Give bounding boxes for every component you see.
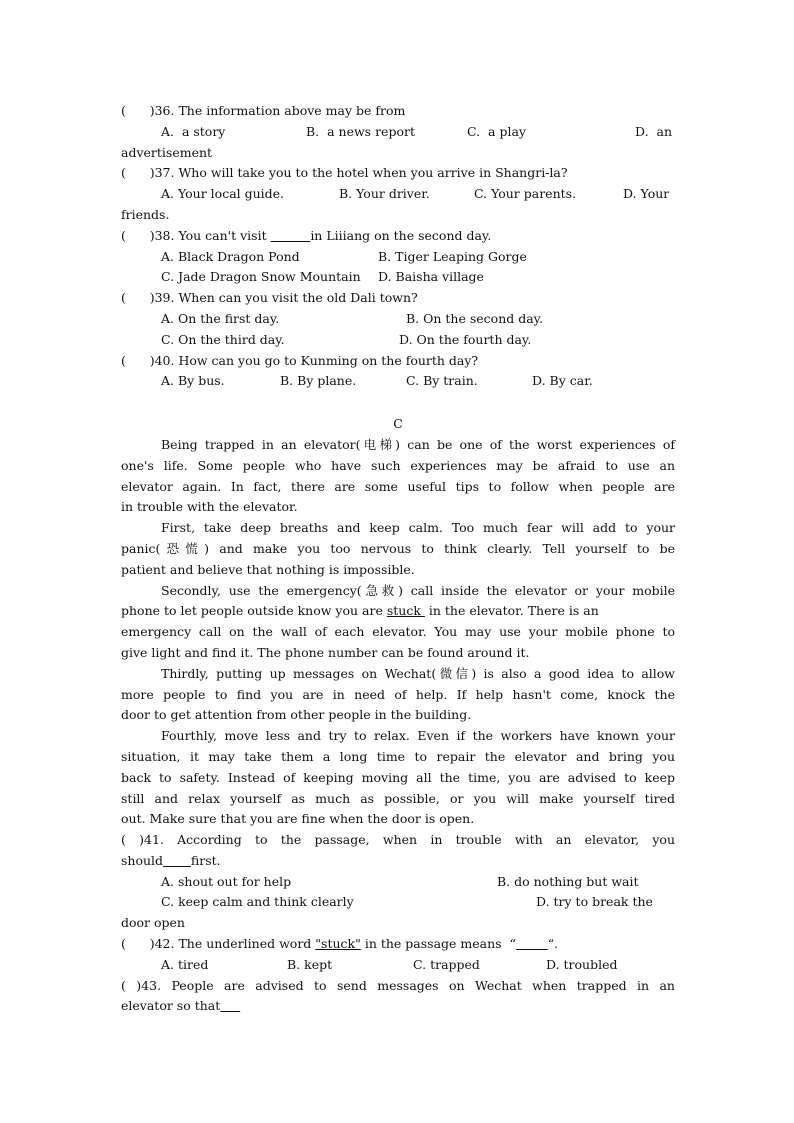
section-heading: C — [393, 416, 403, 432]
question-38-options-row1 — [121, 247, 675, 268]
question-37-options — [121, 184, 675, 205]
question-38-stem-end: in Liiiang on the second day. — [310, 227, 492, 243]
question-41-wrap — [121, 851, 675, 872]
question-37-stem: ( )37. Who will take you to the hotel when you arrive in Shangri-la? — [121, 165, 568, 181]
option-d[interactable]: D. an — [635, 123, 672, 139]
paragraph-3-text: in the elevator. There is an — [424, 603, 599, 619]
paragraph-1-line: one's life. Some people who have such experiences may be afraid to use an — [121, 457, 675, 473]
question-39-stem: ( )39. When can you visit the old Dali town? — [121, 290, 418, 306]
paragraph-4-line: Thirdly, putting up messages on Wechat(微信) is also a good idea to allow — [161, 665, 675, 681]
worksheet-page — [121, 101, 675, 1017]
answer-blank[interactable] — [271, 228, 311, 243]
question-41-text: should — [121, 852, 164, 868]
paragraph-3-line: emergency call on the wall of each elevator. You may use your mobile phone to — [121, 624, 675, 640]
option-b[interactable]: B. Tiger Leaping Gorge — [378, 248, 527, 264]
option-a[interactable]: A. tired — [161, 956, 209, 972]
question-42-options — [121, 955, 675, 976]
paragraph-5-line: situation, it may take them a long time to repair the elevator and bring you — [121, 748, 675, 764]
question-37 — [121, 163, 675, 184]
paragraph-3-line: Secondly, use the emergency(急救) call inside the elevator or your mobile — [161, 582, 675, 598]
question-41-text: first. — [190, 852, 221, 868]
answer-blank[interactable] — [516, 936, 548, 951]
option-d[interactable]: D. try to break the — [536, 894, 653, 910]
question-41: ( )41. According to the passage, when in trouble with an elevator, you — [121, 832, 675, 848]
question-40-options — [121, 371, 675, 392]
paragraph-4-line: door to get attention from other people in the building. — [121, 707, 472, 723]
paragraph-2-line: patient and believe that nothing is impossible. — [121, 561, 415, 577]
question-43-wrap — [121, 996, 675, 1017]
option-a[interactable]: A. Black Dragon Pond — [161, 248, 300, 264]
paragraph-1-line: in trouble with the elevator. — [121, 499, 298, 515]
paragraph-3-line: give light and find it. The phone number can be found around it. — [121, 644, 530, 660]
option-a[interactable]: A. shout out for help — [161, 873, 292, 889]
option-b[interactable]: B. Your driver. — [339, 186, 430, 202]
underlined-word: "stuck" — [315, 936, 361, 952]
question-40-stem: ( )40. How can you go to Kunming on the fourth day? — [121, 352, 479, 368]
question-36-wrap: advertisement — [121, 144, 213, 160]
paragraph-5-line: out. Make sure that you are fine when the door is open. — [121, 811, 475, 827]
paragraph-1-line: elevator again. In fact, there are some useful tips to follow when people are — [121, 478, 675, 494]
paragraph-1-line: Being trapped in an elevator(电梯) can be one of the worst experiences of — [161, 436, 675, 452]
option-c[interactable]: C. trapped — [413, 956, 480, 972]
question-43-text: elevator so that — [121, 998, 221, 1014]
question-42-stem: in the passage means “ — [360, 936, 516, 952]
spacer — [121, 392, 675, 414]
paragraph-3-line — [121, 601, 675, 622]
option-a[interactable]: A. a story — [161, 123, 226, 139]
question-43: ( )43. People are advised to send messages on Wechat when trapped in an — [121, 977, 675, 993]
question-39 — [121, 288, 675, 309]
question-37-wrap: friends. — [121, 206, 170, 222]
option-d[interactable]: D. By car. — [532, 373, 593, 389]
option-c[interactable]: C. a play — [467, 123, 526, 139]
paragraph-5-line: back to safety. Instead of keeping moving all the time, you are advised to keep — [121, 769, 675, 785]
option-c[interactable]: C. Your parents. — [474, 186, 577, 202]
paragraph-5-line: Fourthly, move less and try to relax. Even if the workers have known your — [161, 728, 675, 744]
question-36-options — [121, 122, 675, 143]
option-d[interactable]: D. On the fourth day. — [399, 331, 532, 347]
question-39-options-row1 — [121, 309, 675, 330]
paragraph-2-line: panic(恐慌) and make you too nervous to think clearly. Tell yourself to be — [121, 540, 675, 556]
paragraph-4-line: more people to find you are in need of help. If help hasn't come, knock the — [121, 686, 675, 702]
question-38-options-row2 — [121, 267, 675, 288]
option-c[interactable]: C. On the third day. — [161, 331, 285, 347]
question-42-stem: ( )42. The underlined word — [121, 936, 316, 952]
question-42 — [121, 934, 675, 955]
question-38-stem: ( )38. You can't visit — [121, 227, 271, 243]
question-36-stem: ( )36. The information above may be from — [121, 103, 406, 118]
option-b[interactable]: B. a news report — [306, 123, 415, 139]
option-c[interactable]: C. By train. — [406, 373, 478, 389]
paragraph-2-line: First, take deep breaths and keep calm. Too much fear will add to your — [161, 520, 675, 536]
answer-blank[interactable] — [220, 998, 240, 1013]
question-38 — [121, 226, 675, 247]
option-a[interactable]: A. By bus. — [161, 373, 225, 389]
option-d[interactable]: D. troubled — [546, 956, 618, 972]
question-41-wrap2: door open — [121, 915, 185, 931]
answer-blank[interactable] — [163, 853, 191, 868]
option-a[interactable]: A. Your local guide. — [161, 186, 285, 202]
question-36 — [121, 101, 675, 122]
option-b[interactable]: B. do nothing but wait — [497, 873, 639, 889]
option-c[interactable]: C. Jade Dragon Snow Mountain — [161, 269, 361, 285]
paragraph-3-text: phone to let people outside know you are — [121, 603, 387, 619]
option-b[interactable]: B. By plane. — [280, 373, 357, 389]
question-40 — [121, 351, 675, 372]
option-a[interactable]: A. On the first day. — [161, 310, 280, 326]
question-39-options-row2 — [121, 330, 675, 351]
option-d[interactable]: D. Your — [623, 186, 670, 202]
underlined-word-stuck: stuck — [386, 603, 425, 619]
option-c[interactable]: C. keep calm and think clearly — [161, 894, 354, 910]
question-41-options-row1 — [121, 872, 675, 893]
option-d[interactable]: D. Baisha village — [378, 269, 484, 285]
question-41-options-row2 — [121, 892, 675, 913]
option-b[interactable]: B. kept — [287, 956, 333, 972]
paragraph-5-line: still and relax yourself as much as possible, or you will make yourself tired — [121, 790, 675, 806]
option-b[interactable]: B. On the second day. — [406, 310, 544, 326]
question-42-stem-end: “. — [547, 936, 559, 952]
